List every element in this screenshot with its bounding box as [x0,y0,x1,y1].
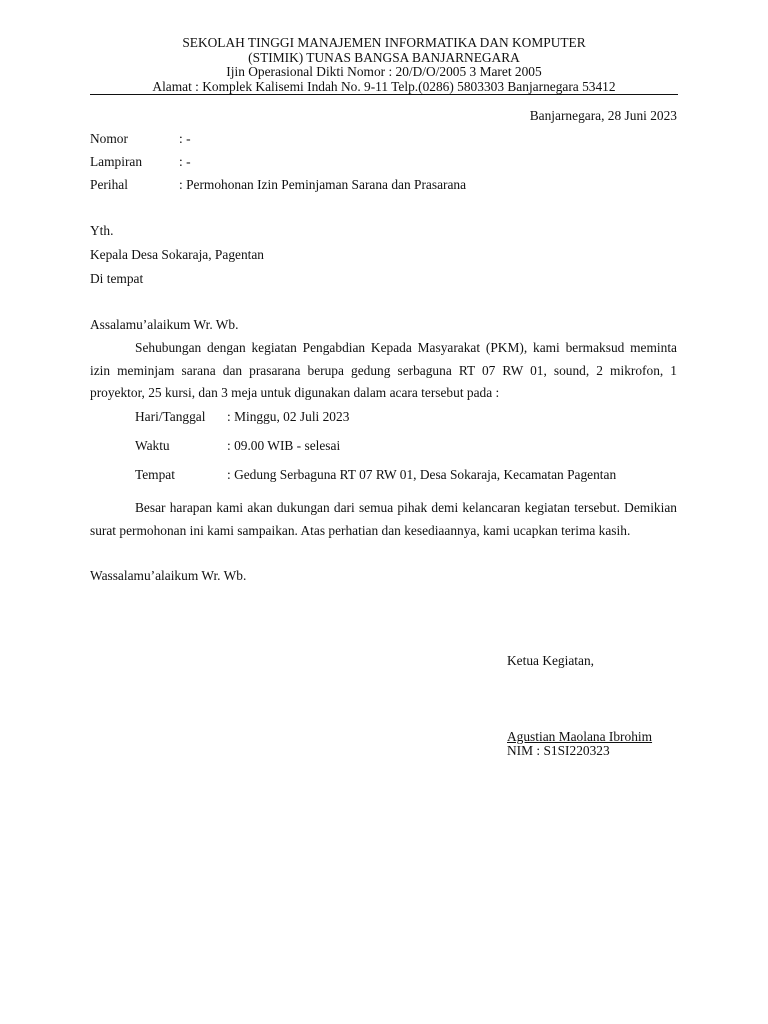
meta-label: Lampiran [90,154,143,169]
opening-greeting: Assalamu’alaikum Wr. Wb. [90,317,239,332]
detail-value: : Minggu, 02 Juli 2023 [227,409,350,424]
addressee-block [90,223,264,295]
letterhead [90,36,678,94]
event-details [135,409,616,496]
detail-row-date [135,409,616,438]
meta-label: Perihal [90,177,128,192]
body-paragraph-2-text: Besar harapan kami akan dukungan dari semua pihak demi kelancaran kegiatan tersebut. Demikian surat permohonan ini kami sampaikan. Atas perhatian dan kesediaannya, kami ucapkan terima kasih. [90,500,677,538]
signatory-name: Agustian Maolana Ibrohim [507,728,653,744]
meta-row-perihal [90,177,466,200]
detail-value: : Gedung Serbaguna RT 07 RW 01, Desa Sokaraja, Kecamatan Pagentan [227,467,617,482]
detail-label: Waktu [135,438,170,453]
letterhead-divider [90,94,678,95]
signature-block [507,653,652,758]
institution-address: Alamat : Komplek Kalisemi Indah No. 9-11 Telp.(0286) 5803303 Banjarnegara 53412 [152,78,616,94]
letter-date: Banjarnegara, 28 Juni 2023 [529,108,677,123]
meta-value: : - [179,154,191,169]
closing-greeting: Wassalamu’alaikum Wr. Wb. [90,568,247,583]
body-paragraph-1-text: Sehubungan dengan kegiatan Pengabdian Kepada Masyarakat (PKM), kami bermaksud meminta izin meminjam sarana dan prasarana berupa gedung serbaguna RT 07 RW 01, sound, 2 mikrofon, 1 proyektor, 25 kursi, dan 3 meja untuk digunakan dalam acara tersebut pada : [90,340,677,401]
detail-row-place [135,467,616,496]
institution-name: SEKOLAH TINGGI MANAJEMEN INFORMATIKA DAN KOMPUTER [182,35,586,50]
detail-label: Tempat [135,467,175,482]
body-paragraph-2 [90,497,677,542]
body-paragraph-1 [90,337,677,405]
detail-row-time [135,438,616,467]
meta-row-lampiran [90,154,466,177]
meta-row-nomor [90,131,466,154]
addressee-salutation: Yth. [90,223,114,238]
meta-value: : - [179,131,191,146]
signatory-nim: NIM : S1SI220323 [507,742,610,758]
institution-short-name: (STIMIK) TUNAS BANGSA BANJARNEGARA [248,49,520,65]
detail-label: Hari/Tanggal [135,409,206,424]
detail-value: : 09.00 WIB - selesai [227,438,341,453]
meta-label: Nomor [90,131,128,146]
meta-value: : Permohonan Izin Peminjaman Sarana dan Prasarana [179,177,467,192]
addressee-location: Di tempat [90,271,144,286]
signatory-role: Ketua Kegiatan, [507,653,594,668]
operational-permit: Ijin Operasional Dikti Nomor : 20/D/O/2005 3 Maret 2005 [226,64,542,80]
letter-meta [90,131,466,200]
addressee-recipient: Kepala Desa Sokaraja, Pagentan [90,247,265,262]
